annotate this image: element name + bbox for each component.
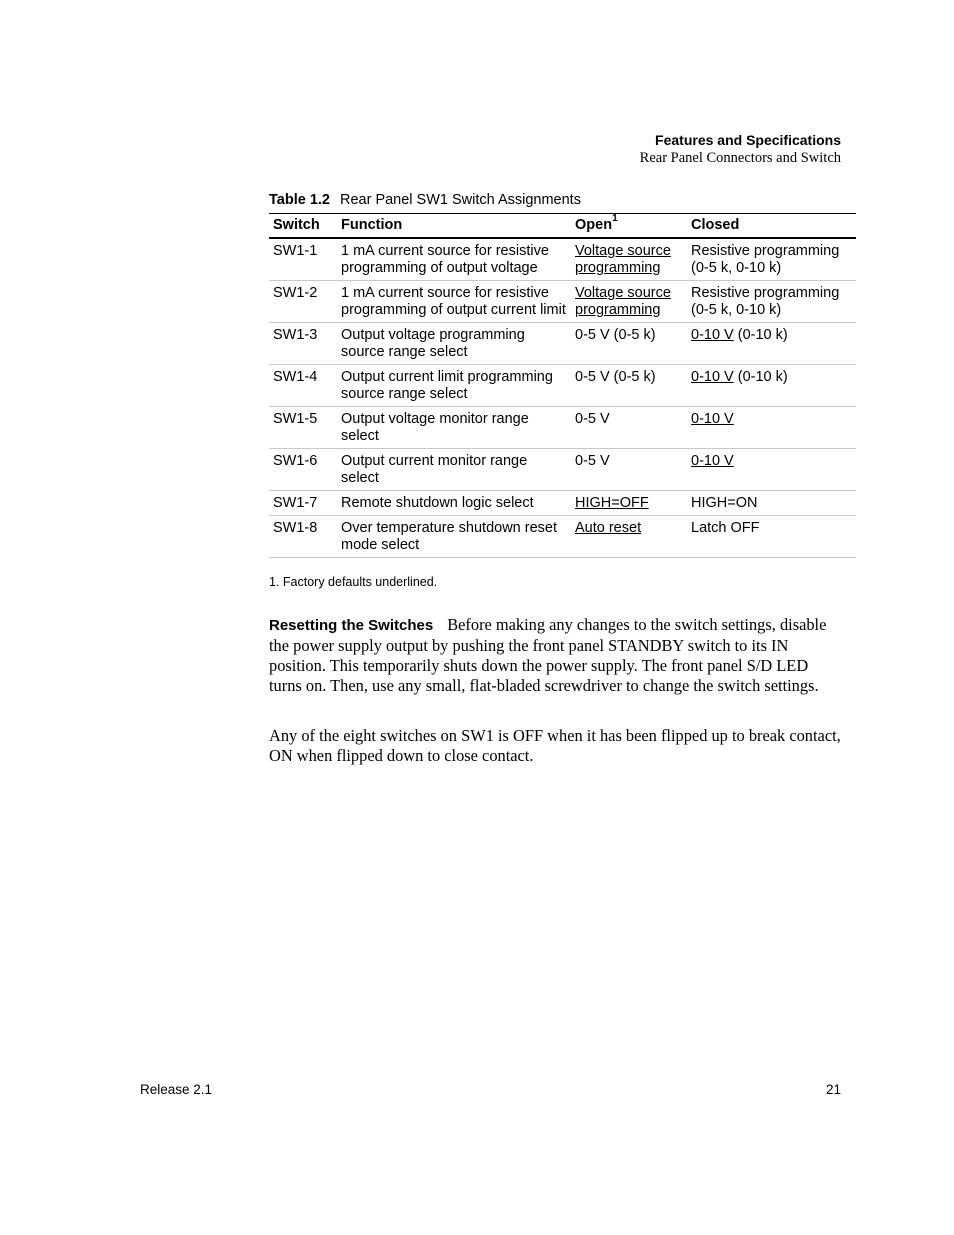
cell-open (571, 491, 687, 516)
cell-closed (687, 323, 856, 365)
table-row (269, 365, 856, 407)
table-row (269, 516, 856, 558)
open-value: 0-5 V (0-5 k) (575, 369, 656, 385)
cell-function: Remote shutdown logic select (337, 491, 571, 516)
header-open-label: Open (575, 217, 613, 233)
table-row (269, 323, 856, 365)
cell-switch: SW1-2 (269, 281, 337, 323)
header-function: Function (337, 214, 571, 239)
footnote-ref: 1 (612, 213, 618, 225)
runin-heading: Resetting the Switches (269, 617, 434, 634)
cell-open (571, 281, 687, 323)
page-number: 21 (825, 1082, 841, 1097)
cell-function: Output voltage monitor range select (337, 407, 571, 449)
cell-function: 1 mA current source for resistive programming of output voltage (337, 238, 571, 281)
table-row (269, 407, 856, 449)
closed-value: Resistive programming (0-5 k, 0-10 k) (691, 285, 840, 318)
cell-function: 1 mA current source for resistive programming of output current limit (337, 281, 571, 323)
subsection-title: Rear Panel Connectors and Switch (639, 150, 841, 166)
closed-default-value: 0-10 V (691, 411, 734, 427)
cell-open (571, 323, 687, 365)
cell-open (571, 238, 687, 281)
cell-closed (687, 516, 856, 558)
cell-function: Over temperature shutdown reset mode select (337, 516, 571, 558)
table-footnote: 1. Factory defaults underlined. (269, 575, 438, 589)
paragraph-resetting-switches (269, 615, 844, 696)
table-row (269, 449, 856, 491)
cell-closed (687, 281, 856, 323)
cell-function: Output current monitor range select (337, 449, 571, 491)
table-caption-text: Rear Panel SW1 Switch Assignments (339, 192, 581, 208)
table-header-row (269, 214, 856, 239)
closed-value: (0-10 k) (733, 327, 788, 343)
cell-open (571, 407, 687, 449)
cell-switch: SW1-1 (269, 238, 337, 281)
running-header (640, 131, 841, 167)
open-value: 0-5 V (575, 453, 610, 469)
closed-value: Resistive programming (0-5 k, 0-10 k) (691, 243, 840, 276)
cell-switch: SW1-8 (269, 516, 337, 558)
open-default-value: Voltage source programming (575, 285, 671, 318)
cell-open (571, 365, 687, 407)
table-caption (269, 192, 581, 208)
table-row (269, 281, 856, 323)
cell-closed (687, 365, 856, 407)
cell-closed (687, 449, 856, 491)
cell-closed (687, 238, 856, 281)
closed-value: (0-10 k) (733, 369, 788, 385)
open-value: 0-5 V (0-5 k) (575, 327, 656, 343)
cell-switch: SW1-5 (269, 407, 337, 449)
cell-open (571, 449, 687, 491)
table-row (269, 491, 856, 516)
header-closed: Closed (687, 214, 856, 239)
closed-default-value: 0-10 V (691, 453, 734, 469)
closed-default-value: 0-10 V (691, 369, 734, 385)
closed-value: HIGH=ON (691, 495, 758, 511)
cell-closed (687, 491, 856, 516)
open-default-value: HIGH=OFF (575, 495, 649, 511)
closed-default-value: 0-10 V (691, 327, 734, 343)
paragraph-text: Before making any changes to the switch settings, disable the power supply output by pushing the front panel STANDBY switch to its IN position. This temporarily shuts down the power supply. The front panel S/D LED turns on. Then, use any small, flat-bladed screwdriver to change the switch settings. (269, 615, 827, 695)
header-switch: Switch (269, 214, 337, 239)
switch-assignments-table (269, 213, 856, 558)
table-caption-label: Table 1.2 (269, 192, 330, 208)
table-row (269, 238, 856, 281)
cell-function: Output voltage programming source range select (337, 323, 571, 365)
open-value: 0-5 V (575, 411, 610, 427)
release-label: Release 2.1 (140, 1082, 213, 1097)
cell-function: Output current limit programming source range select (337, 365, 571, 407)
cell-open (571, 516, 687, 558)
cell-switch: SW1-7 (269, 491, 337, 516)
section-title: Features and Specifications (655, 132, 841, 148)
cell-closed (687, 407, 856, 449)
cell-switch: SW1-4 (269, 365, 337, 407)
paragraph-switch-states: Any of the eight switches on SW1 is OFF when it has been flipped up to break contact, ON when flipped down to close contact. (269, 726, 841, 765)
open-default-value: Auto reset (575, 520, 642, 536)
cell-switch: SW1-3 (269, 323, 337, 365)
closed-value: Latch OFF (691, 520, 760, 536)
open-default-value: Voltage source programming (575, 243, 671, 276)
cell-switch: SW1-6 (269, 449, 337, 491)
header-open (571, 214, 687, 239)
